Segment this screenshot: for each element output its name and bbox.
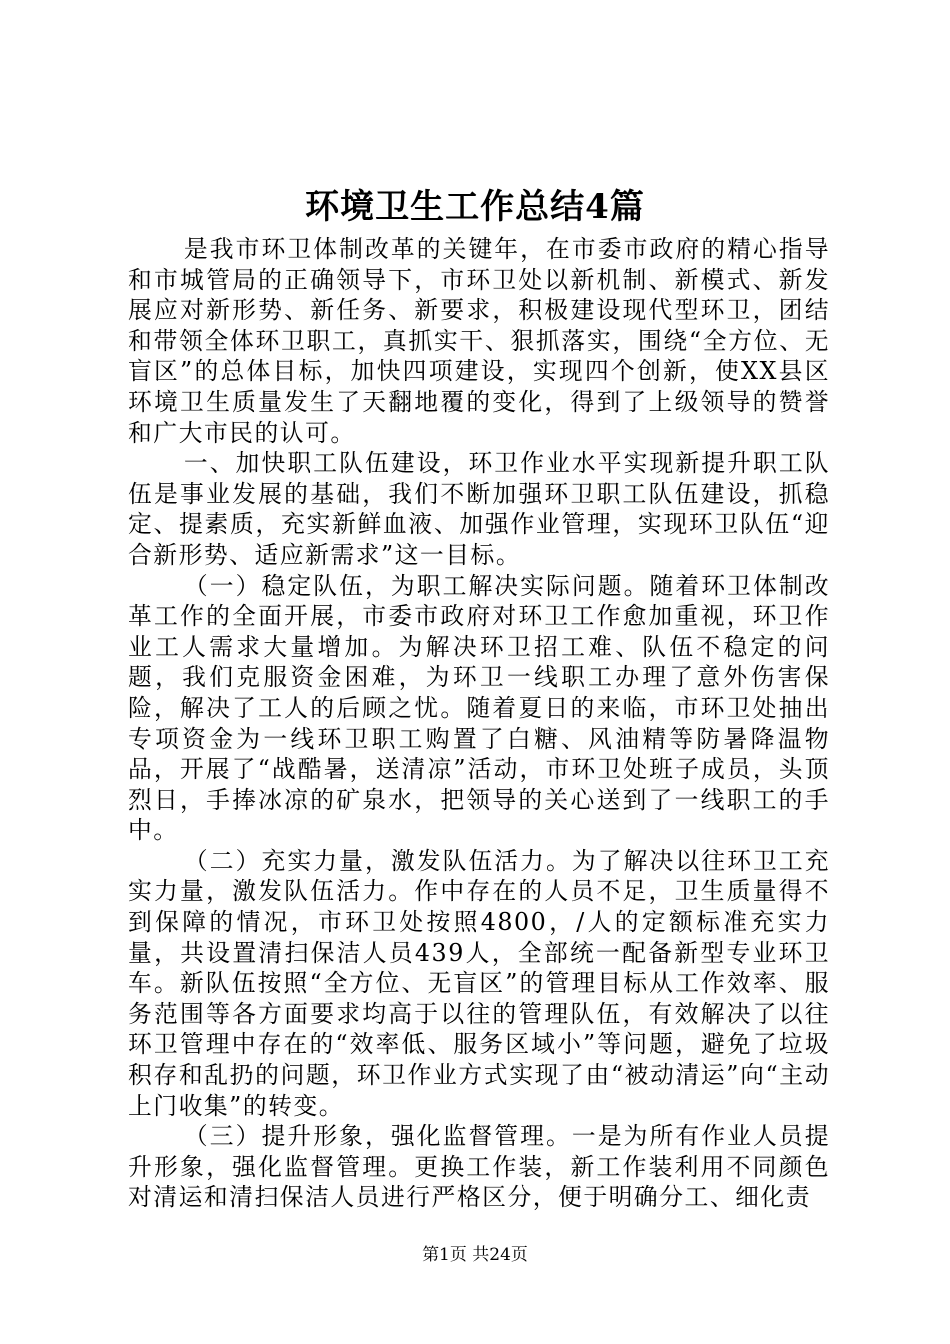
paragraph-section-one: 一、加快职工队伍建设，环卫作业水平实现新提升职工队伍是事业发展的基础，我们不断加强环卫职工队伍建设，抓稳定、提素质，充实新鲜血液、加强作业管理，实现环卫队伍“迎合新形势、适应新需求”这一目标。 xyxy=(128,449,830,569)
paragraph-item-three: （三）提升形象，强化监督管理。一是为所有作业人员提升形象，强化监督管理。更换工作装，新工作装利用不同颜色对清运和清扫保洁人员进行严格区分，便于明确分工、细化责 xyxy=(128,1122,830,1212)
page-footer: 第1页 共24页 xyxy=(422,1245,528,1265)
paragraph-item-one: （一）稳定队伍，为职工解决实际问题。随着环卫体制改革工作的全面开展，市委市政府对环卫工作愈加重视，环卫作业工人需求大量增加。为解决环卫招工难、队伍不稳定的问题，我们克服资金困难，为环卫一线职工办理了意外伤害保险，解决了工人的后顾之忧。随着夏日的来临，市环卫处抽出专项资金为一线环卫职工购置了白糖、风油精等防暑降温物品，开展了“战酷暑，送清凉”活动，市环卫处班子成员，头顶烈日，手捧冰凉的矿泉水，把领导的关心送到了一线职工的手中。 xyxy=(128,571,830,845)
paragraph-item-two: （二）充实力量，激发队伍活力。为了解决以往环卫工充实力量，激发队伍活力。作中存在的人员不足，卫生质量得不到保障的情况，市环卫处按照4800，/人的定额标准充实力量，共设置清扫保洁人员439人，全部统一配备新型专业环卫车。新队伍按照“全方位、无盲区”的管理目标从工作效率、服务范围等各方面要求均高于以往的管理队伍，有效解决了以往环卫管理中存在的“效率低、服务区域小”等问题，避免了垃圾积存和乱扔的问题，环卫作业方式实现了由“被动清运”向“主动上门收集”的转变。 xyxy=(128,846,830,1120)
paragraph-intro: 是我市环卫体制改革的关键年，在市委市政府的精心指导和市城管局的正确领导下，市环卫处以新机制、新模式、新发展应对新形势、新任务、新要求，积极建设现代型环卫，团结和带领全体环卫职工，真抓实干、狠抓落实，围绕“全方位、无盲区”的总体目标，加快四项建设，实现四个创新，使XX县区环境卫生质量发生了天翻地覆的变化，得到了上级领导的赞誉和广大市民的认可。 xyxy=(128,235,830,447)
document-title: 环境卫生工作总结4篇 xyxy=(305,187,645,227)
document-body xyxy=(128,234,830,1213)
